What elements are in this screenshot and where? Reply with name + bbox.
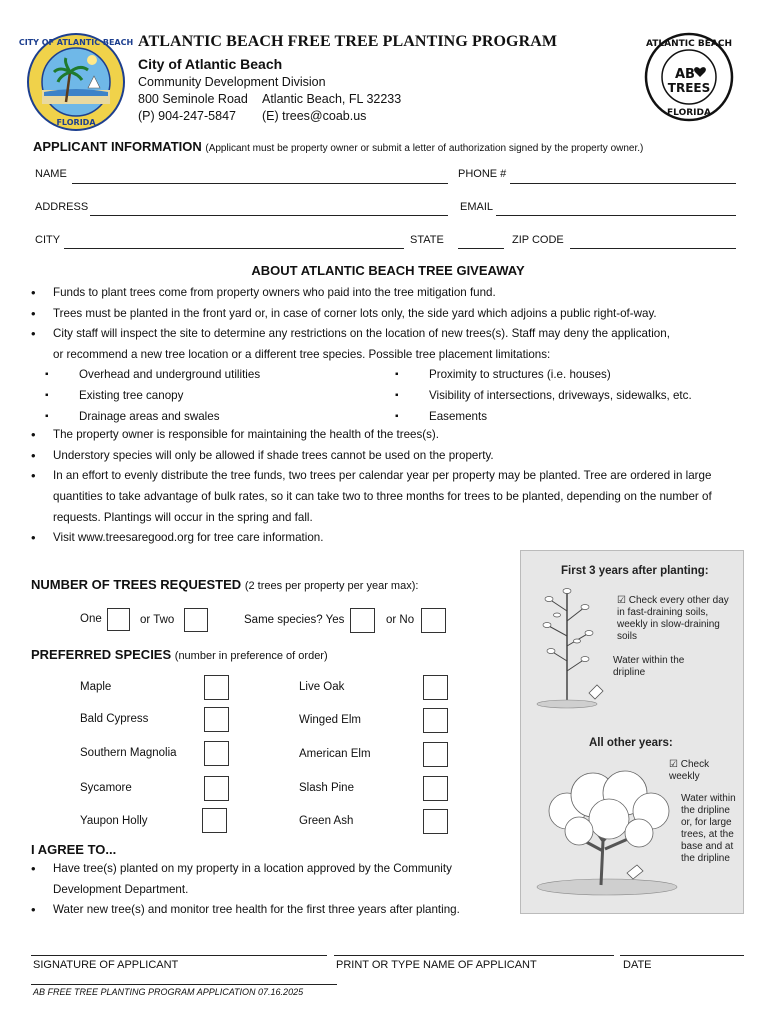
trees-requested-heading bbox=[31, 577, 418, 592]
ab-logo-trees-text: TREES bbox=[667, 81, 711, 95]
species-green-ash-label: Green Ash bbox=[299, 815, 354, 827]
species-green-ash-box[interactable] bbox=[423, 809, 448, 834]
name-field[interactable] bbox=[72, 183, 448, 184]
species-note: (number in preference of order) bbox=[174, 650, 328, 662]
ab-logo-top-text: ATLANTIC BEACH bbox=[646, 39, 732, 49]
print-name-line[interactable] bbox=[334, 955, 614, 956]
species-winged-elm-box[interactable] bbox=[423, 708, 448, 733]
phone-label: PHONE # bbox=[458, 168, 507, 180]
ab-logo-ab-text: AB bbox=[675, 67, 695, 82]
agree-item-2: • Water new tree(s) and monitor tree health for the first three years after planting. bbox=[31, 900, 521, 921]
species-winged-elm-label: Winged Elm bbox=[299, 714, 361, 726]
panel-heading-first: First 3 years after planting: bbox=[561, 565, 709, 577]
city-label: CITY bbox=[35, 234, 61, 246]
seal-bottom-text: FLORIDA bbox=[56, 118, 96, 127]
phone-field[interactable] bbox=[510, 183, 736, 184]
limit-item: ▪ Drainage areas and swales bbox=[31, 407, 381, 428]
species-live-oak-label: Live Oak bbox=[299, 681, 345, 693]
agree-heading: I AGREE TO... bbox=[31, 842, 117, 857]
footer-text: AB FREE TREE PLANTING PROGRAM APPLICATION 07.16.2025 bbox=[33, 987, 304, 997]
about-bullet-4: • The property owner is responsible for maintaining the health of the trees(s). bbox=[31, 425, 743, 446]
agree-list bbox=[31, 859, 521, 921]
limit-item: ▪ Overhead and underground utilities bbox=[31, 365, 381, 386]
about-heading: ABOUT ATLANTIC BEACH TREE GIVEAWAY bbox=[251, 263, 525, 278]
trees-note: (2 trees per property per year max): bbox=[244, 580, 419, 592]
date-line[interactable] bbox=[620, 955, 744, 956]
ab-logo-bottom-text: FLORIDA bbox=[667, 108, 711, 118]
about-bullet-1: • Funds to plant trees come from property owners who paid into the tree mitigation fund. bbox=[31, 283, 743, 304]
about-list bbox=[31, 283, 743, 549]
species-bald-cypress-box[interactable] bbox=[204, 707, 229, 732]
agree-item-1: • Have tree(s) planted on my property in a location approved by the Community Development Department. bbox=[31, 859, 521, 900]
one-tree-label: One bbox=[80, 613, 102, 625]
panel-text-check-weekly: ☑ Check weekly bbox=[669, 759, 710, 782]
city-field[interactable] bbox=[64, 248, 404, 249]
zip-label: ZIP CODE bbox=[512, 234, 564, 246]
email-label: EMAIL bbox=[460, 201, 494, 213]
applicant-note: (Applicant must be property owner or submit a letter of authorization signed by the property owner.) bbox=[205, 143, 644, 154]
two-trees-checkbox[interactable] bbox=[184, 608, 208, 632]
limit-item: ▪ Existing tree canopy bbox=[31, 386, 381, 407]
species-american-elm-box[interactable] bbox=[423, 742, 448, 767]
preferred-species-heading bbox=[31, 647, 328, 662]
species-yaupon-holly-label: Yaupon Holly bbox=[80, 815, 148, 827]
city-state-zip: Atlantic Beach, FL 32233 bbox=[262, 92, 402, 106]
species-live-oak-box[interactable] bbox=[423, 675, 448, 700]
address-field[interactable] bbox=[90, 215, 448, 216]
zip-field[interactable] bbox=[570, 248, 736, 249]
same-species-no-label: or No bbox=[386, 614, 415, 626]
species-maple-label: Maple bbox=[80, 681, 112, 693]
panel-heading-other: All other years: bbox=[589, 737, 673, 749]
one-tree-checkbox[interactable] bbox=[107, 608, 130, 631]
panel-text-dripline: Water within the dripline bbox=[613, 655, 685, 678]
species-southern-magnolia-box[interactable] bbox=[204, 741, 229, 766]
same-species-no-checkbox[interactable] bbox=[421, 608, 446, 633]
trees-heading-text: NUMBER OF TREES REQUESTED bbox=[31, 577, 242, 592]
watering-guide-panel bbox=[520, 550, 744, 914]
office-phone: (P) 904-247-5847 bbox=[138, 109, 236, 123]
mature-tree-illustration bbox=[527, 761, 687, 901]
limit-item: ▪ Visibility of intersections, driveways, sidewalks, etc. bbox=[381, 386, 692, 407]
two-trees-label: or Two bbox=[140, 614, 175, 626]
applicant-heading-text: APPLICANT INFORMATION bbox=[33, 139, 202, 154]
footer-rule bbox=[31, 984, 337, 985]
address-label: ADDRESS bbox=[35, 201, 89, 213]
office-email: (E) trees@coab.us bbox=[262, 109, 367, 123]
city-seal-logo bbox=[18, 32, 134, 132]
email-field[interactable] bbox=[496, 215, 736, 216]
about-bullet-5: • Understory species will only be allowed if shade trees cannot be used on the property. bbox=[31, 446, 743, 467]
limit-item: ▪ Proximity to structures (i.e. houses) bbox=[381, 365, 692, 386]
species-slash-pine-label: Slash Pine bbox=[299, 782, 354, 794]
state-field[interactable] bbox=[458, 248, 504, 249]
city-name: City of Atlantic Beach bbox=[138, 56, 283, 72]
species-american-elm-label: American Elm bbox=[299, 748, 371, 760]
species-maple-box[interactable] bbox=[204, 675, 229, 700]
placement-limitations bbox=[31, 365, 743, 427]
print-name-label: PRINT OR TYPE NAME OF APPLICANT bbox=[336, 959, 537, 971]
panel-text-check-first: ☑ Check every other day in fast-draining soils, weekly in slow-draining soils bbox=[617, 595, 729, 642]
date-label: DATE bbox=[623, 959, 652, 971]
state-label: STATE bbox=[410, 234, 444, 246]
form-title: ATLANTIC BEACH FREE TREE PLANTING PROGRAM bbox=[138, 33, 558, 50]
about-bullet-7: • Visit www.treesaregood.org for tree care information. bbox=[31, 528, 743, 549]
species-bald-cypress-label: Bald Cypress bbox=[80, 713, 149, 725]
ab-trees-logo bbox=[644, 32, 734, 122]
division-name: Community Development Division bbox=[138, 75, 326, 89]
seal-top-text: CITY OF ATLANTIC BEACH bbox=[18, 38, 134, 47]
signature-line[interactable] bbox=[31, 955, 327, 956]
species-yaupon-holly-box[interactable] bbox=[202, 808, 227, 833]
applicant-section-heading bbox=[33, 139, 643, 154]
species-heading-text: PREFERRED SPECIES bbox=[31, 647, 172, 662]
species-sycamore-box[interactable] bbox=[204, 776, 229, 801]
species-slash-pine-box[interactable] bbox=[423, 776, 448, 801]
same-species-label: Same species? Yes bbox=[244, 614, 345, 626]
limit-item: ▪ Easements bbox=[381, 407, 692, 428]
name-label: NAME bbox=[35, 168, 67, 180]
signature-label: SIGNATURE OF APPLICANT bbox=[33, 959, 179, 971]
young-tree-illustration bbox=[527, 581, 617, 711]
street-address: 800 Seminole Road bbox=[138, 92, 248, 106]
same-species-yes-checkbox[interactable] bbox=[350, 608, 375, 633]
species-sycamore-label: Sycamore bbox=[80, 782, 132, 794]
species-southern-magnolia-label: Southern Magnolia bbox=[80, 747, 177, 759]
about-bullet-6: • In an effort to evenly distribute the tree funds, two trees per calendar year per property may be planted. Tree are ordered in large quantities to take advantage of bulk rates, so it can take two to three months for trees to be planted, depending on the number of requests. Plantings will occur in the spring and fall. bbox=[31, 466, 743, 528]
about-bullet-3: • City staff will inspect the site to determine any restrictions on the location of new trees(s). Staff may deny the application, or recommend a new tree location or a different tree species. Possible tree placement limitations: bbox=[31, 324, 743, 365]
panel-text-dripline-large: Water within the dripline or, for large trees, at the base and at the dripline bbox=[681, 793, 736, 864]
about-bullet-2: • Trees must be planted in the front yard or, in case of corner lots only, the side yard which adjoins a public right-of-way. bbox=[31, 304, 743, 325]
